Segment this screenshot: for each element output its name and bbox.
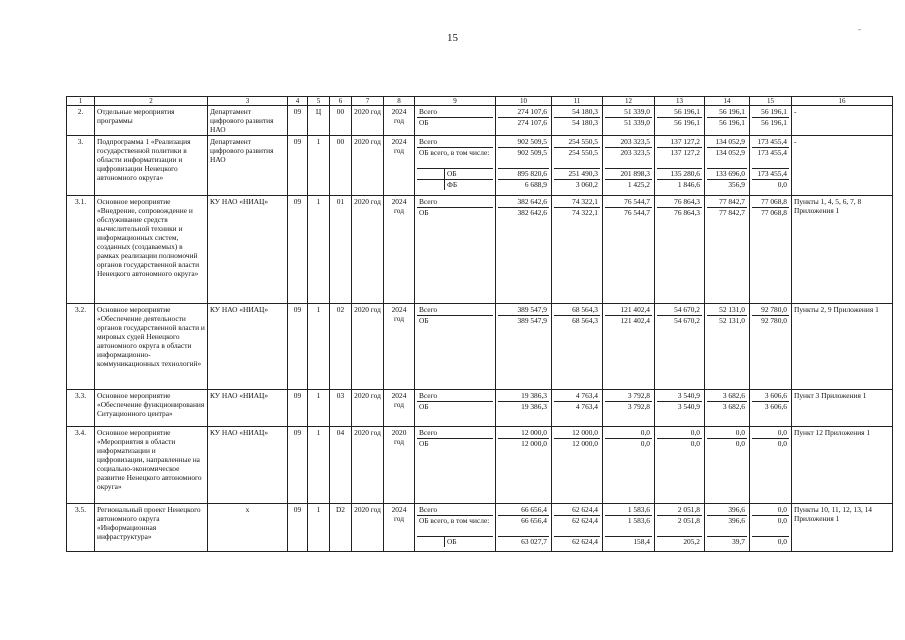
amount-value: 56 196,1 [761,118,787,127]
executor: Департамент цифрового развития НАО [208,136,288,196]
amount-value: 133 696,0 [707,169,747,180]
amount-value: 134 052,9 [707,148,747,169]
funding-sources [415,304,496,390]
amount-value: 4 763,4 [554,391,600,402]
funding-sources [415,390,496,427]
column-header: 5 [308,97,330,106]
column-header: 6 [330,97,352,106]
amount-value: 902 509,5 [498,148,549,169]
amount-column [552,106,603,136]
row-number: 3.4. [67,427,95,504]
amount-column [496,136,552,196]
amount-value: 77 842,7 [719,208,745,217]
amount-value: 54 670,2 [657,305,702,316]
end-year: 2024 год [384,504,415,552]
amount-column [705,427,750,504]
code-col-5: 1 [308,196,330,304]
amount-column [655,196,705,304]
amount-value: 76 864,3 [674,208,700,217]
code-col-4: 09 [288,504,308,552]
amount-value: 66 656,4 [498,505,549,516]
end-year: 2020 год [384,427,415,504]
amount-value: 203 323,5 [605,148,652,169]
amount-column [750,136,792,196]
end-year: 2024 год [384,136,415,196]
column-header: 15 [750,97,792,106]
amount-column [750,304,792,390]
amount-column [603,136,655,196]
funding-source-label: ОБ [419,402,429,411]
start-year: 2020 год [352,106,384,136]
event-name: Отдельные мероприятия программы [95,106,208,136]
start-year: 2020 год [352,136,384,196]
amount-column [705,304,750,390]
funding-source-label: Всего [417,197,493,208]
amount-value: 62 624,4 [554,505,600,516]
amount-value: 56 196,1 [752,107,789,118]
amount-value: 62 624,4 [554,516,600,537]
header-row [67,97,893,106]
funding-source-label: ОБ всего, в том числе: [417,148,493,169]
amount-value: 3 540,9 [677,402,700,411]
amount-value: 0,0 [752,505,789,516]
amount-column [552,390,603,427]
funding-sources [415,106,496,136]
amount-value: 56 196,1 [674,118,700,127]
start-year: 2020 год [352,304,384,390]
amount-value: 356,9 [728,180,745,189]
amount-column [750,106,792,136]
column-header: 2 [95,97,208,106]
amount-value: 0,0 [707,428,747,439]
column-header: 12 [603,97,655,106]
event-name: Основное мероприятие «Обеспечение деятельности органов государственной власти и мировых судей Ненецкого автономного округа в области информационно-коммуникационных технологий» [95,304,208,390]
amount-value: 12 000,0 [572,439,598,448]
table-row [67,136,893,196]
row-number: 3.2. [67,304,95,390]
amount-value: 56 196,1 [719,118,745,127]
funding-source-label: ОБ [419,439,429,448]
code-col-5: 1 [308,136,330,196]
amount-value: 3 682,6 [722,402,745,411]
amount-value: 54 180,3 [554,107,600,118]
page-number: 15 [447,32,458,44]
amount-value: 389 547,9 [517,316,547,325]
amount-value: 51 339,0 [605,107,652,118]
amount-column [496,504,552,552]
amount-value: 2 051,8 [657,505,702,516]
note-cell: Пункты 10, 11, 12, 13, 14 Приложения 1 [792,504,893,552]
amount-value: 0,0 [640,439,650,448]
amount-value: 0,0 [735,439,745,448]
amount-value: 52 131,0 [707,305,747,316]
amount-value: 173 455,4 [752,137,789,148]
code-col-5: 1 [308,504,330,552]
amount-column [552,504,603,552]
amount-column [552,136,603,196]
amount-column [603,390,655,427]
amount-column [603,106,655,136]
amount-value: 121 402,4 [620,316,650,325]
amount-value: 902 509,5 [498,137,549,148]
amount-value: 52 131,0 [719,316,745,325]
code-col-6: 02 [330,304,352,390]
amount-value: 77 068,8 [752,197,789,208]
amount-value: 895 820,6 [498,169,549,180]
event-name: Основное мероприятие «Мероприятия в области информатизации и цифровизации, направленные на социально-экономическое развитие Ненецкого автономного округа» [95,427,208,504]
amount-value: 68 564,3 [572,316,598,325]
amount-value: 3 606,6 [764,402,787,411]
amount-value: 1 425,2 [627,180,650,189]
amount-value: 74 322,1 [554,197,600,208]
amount-column [750,427,792,504]
start-year: 2020 год [352,427,384,504]
amount-value: 39,7 [732,537,745,546]
amount-value: 203 323,5 [605,137,652,148]
executor: КУ НАО «НИАЦ» [208,196,288,304]
amount-value: 12 000,0 [521,439,547,448]
start-year: 2020 год [352,390,384,427]
row-number: 3.1. [67,196,95,304]
amount-value: 382 642,6 [498,197,549,208]
code-col-5: Ц [308,106,330,136]
amount-value: 62 624,4 [572,537,598,546]
amount-value: 76 544,7 [624,208,650,217]
column-header: 1 [67,97,95,106]
amount-column [655,390,705,427]
amount-value: 396,6 [707,505,747,516]
amount-value: 0,0 [752,516,789,537]
amount-value: 76 864,3 [657,197,702,208]
event-name: Основное мероприятие «Обеспечение функционирования Ситуационного центра» [95,390,208,427]
amount-value: 63 027,7 [521,537,547,546]
event-name: Подпрограмма 1 «Реализация государственной политики в области информатизации и цифровизации Ненецкого автономного округа» [95,136,208,196]
amount-value: 77 842,7 [707,197,747,208]
amount-column [496,304,552,390]
amount-value: 74 322,1 [572,208,598,217]
amount-value: 3 792,8 [605,391,652,402]
amount-value: 254 550,5 [554,148,600,169]
amount-column [552,304,603,390]
amount-column [655,504,705,552]
amount-column [705,390,750,427]
amount-value: 251 490,3 [554,169,600,180]
code-col-4: 09 [288,136,308,196]
amount-column [496,427,552,504]
amount-value: 6 688,9 [524,180,547,189]
code-col-4: 09 [288,304,308,390]
amount-value: 1 846,6 [677,180,700,189]
amount-value: 0,0 [605,428,652,439]
column-header: 11 [552,97,603,106]
code-col-6: 04 [330,427,352,504]
amount-value: 135 280,6 [657,169,702,180]
amount-column [552,427,603,504]
amount-column [655,304,705,390]
amount-column [705,196,750,304]
funding-source-label [417,537,493,547]
code-col-6: 03 [330,390,352,427]
amount-value: 3 540,9 [657,391,702,402]
row-number: 3.3. [67,390,95,427]
amount-value: 396,6 [707,516,747,537]
amount-column [603,427,655,504]
code-col-6: 00 [330,136,352,196]
table-row [67,390,893,427]
funding-source-sublabel: ОБ [447,169,457,178]
budget-table [66,96,893,552]
amount-value: 4 763,4 [575,402,598,411]
column-header: 10 [496,97,552,106]
amount-value: 0,0 [690,439,700,448]
amount-value: 173 455,4 [752,169,789,180]
amount-value: 76 544,7 [605,197,652,208]
code-col-4: 09 [288,427,308,504]
funding-source-label: ОБ [419,208,429,217]
row-number: 3.5. [67,504,95,552]
amount-value: 121 402,4 [605,305,652,316]
amount-column [603,196,655,304]
funding-source-label: Всего [417,137,493,148]
amount-value: 77 068,8 [761,208,787,217]
note-cell: Пункты 1, 4, 5, 6, 7, 8 Приложения 1 [792,196,893,304]
amount-value: 0,0 [777,180,787,189]
amount-value: 54 670,2 [674,316,700,325]
amount-value: 0,0 [657,428,702,439]
amount-value: 2 051,8 [657,516,702,537]
end-year: 2024 год [384,106,415,136]
table-row [67,504,893,552]
executor: КУ НАО «НИАЦ» [208,427,288,504]
amount-value: 56 196,1 [657,107,702,118]
note-cell: Пункт 3 Приложения 1 [792,390,893,427]
code-col-6: 00 [330,106,352,136]
amount-column [705,136,750,196]
funding-sources [415,136,496,196]
amount-column [655,106,705,136]
code-col-6: 01 [330,196,352,304]
amount-value: 1 583,6 [605,516,652,537]
executor: х [208,504,288,552]
executor: Департамент цифрового развития НАО [208,106,288,136]
amount-value: 51 339,0 [624,118,650,127]
funding-source-label: Всего [417,391,493,402]
amount-value: 134 052,9 [707,137,747,148]
amount-column [496,196,552,304]
event-name: Основное мероприятие «Внедрение, сопровождение и обслуживание средств вычислительной техники и информационных систем, созданных (создаваемых) в рамках реализации полномочий органов государственной власти Ненецкого автономного округа» [95,196,208,304]
row-number: 3. [67,136,95,196]
funding-source-sublabel: ФБ [447,180,458,189]
amount-value: 56 196,1 [707,107,747,118]
executor: КУ НАО «НИАЦ» [208,304,288,390]
row-number: 2. [67,106,95,136]
funding-source-label: Всего [417,305,493,316]
amount-value: 12 000,0 [498,428,549,439]
amount-value: 3 606,6 [752,391,789,402]
amount-value: 173 455,4 [752,148,789,169]
funding-source-label: Всего [417,107,493,118]
table-row [67,106,893,136]
amount-value: 1 583,6 [605,505,652,516]
amount-value: 137 127,2 [657,148,702,169]
funding-source-label: ОБ [419,316,429,325]
column-header: 8 [384,97,415,106]
end-year: 2024 год [384,304,415,390]
code-col-6: D2 [330,504,352,552]
event-name: Региональный проект Ненецкого автономного округа «Информационная инфраструктура» [95,504,208,552]
amount-value: 274 107,6 [517,118,547,127]
amount-value: 19 386,3 [521,402,547,411]
amount-value: 68 564,3 [554,305,600,316]
amount-value: 0,0 [752,428,789,439]
amount-column [705,106,750,136]
corner-mark: - [858,24,861,34]
amount-column [603,304,655,390]
end-year: 2024 год [384,390,415,427]
amount-value: 66 656,4 [498,516,549,537]
amount-value: 274 107,6 [498,107,549,118]
amount-value: 54 180,3 [572,118,598,127]
funding-sources [415,504,496,552]
amount-value: 12 000,0 [554,428,600,439]
column-header: 16 [792,97,893,106]
amount-value: 201 898,3 [605,169,652,180]
amount-column [603,504,655,552]
amount-value: 389 547,9 [498,305,549,316]
funding-source-sublabel: ОБ [447,537,457,546]
amount-value: 382 642,6 [517,208,547,217]
funding-source-label: Всего [417,505,493,516]
amount-value: 0,0 [777,439,787,448]
table-row [67,304,893,390]
amount-column [496,390,552,427]
code-col-4: 09 [288,390,308,427]
executor: КУ НАО «НИАЦ» [208,390,288,427]
amount-column [655,427,705,504]
column-header: 3 [208,97,288,106]
note-cell: - [792,136,893,196]
column-header: 13 [655,97,705,106]
column-header: 4 [288,97,308,106]
amount-value: 0,0 [777,537,787,546]
amount-value: 137 127,2 [657,137,702,148]
amount-value: 158,4 [633,537,650,546]
code-col-5: 1 [308,427,330,504]
amount-value: 92 780,0 [752,305,789,316]
table-body [67,106,893,552]
funding-source-label [417,169,493,180]
funding-source-label: Всего [417,428,493,439]
table-row [67,427,893,504]
column-header: 9 [415,97,496,106]
amount-value: 254 550,5 [554,137,600,148]
funding-source-label [417,180,493,190]
amount-column [705,504,750,552]
amount-column [496,106,552,136]
amount-value: 205,2 [683,537,700,546]
note-cell: Пункты 2, 9 Приложения 1 [792,304,893,390]
note-cell: Пункт 12 Приложения 1 [792,427,893,504]
amount-value: 19 386,3 [498,391,549,402]
code-col-4: 09 [288,196,308,304]
amount-column [655,136,705,196]
amount-column [552,196,603,304]
start-year: 2020 год [352,196,384,304]
note-cell: - [792,106,893,136]
code-col-5: 1 [308,390,330,427]
code-col-5: 1 [308,304,330,390]
amount-value: 3 792,8 [627,402,650,411]
code-col-4: 09 [288,106,308,136]
funding-source-label: ОБ [419,118,429,127]
amount-value: 3 060,2 [575,180,598,189]
amount-column [750,196,792,304]
start-year: 2020 год [352,504,384,552]
amount-column [750,390,792,427]
amount-column [750,504,792,552]
amount-value: 3 682,6 [707,391,747,402]
funding-sources [415,427,496,504]
funding-sources [415,196,496,304]
funding-source-label: ОБ всего, в том числе: [417,516,493,537]
table-row [67,196,893,304]
end-year: 2024 год [384,196,415,304]
amount-value: 92 780,0 [761,316,787,325]
column-header: 7 [352,97,384,106]
column-header: 14 [705,97,750,106]
